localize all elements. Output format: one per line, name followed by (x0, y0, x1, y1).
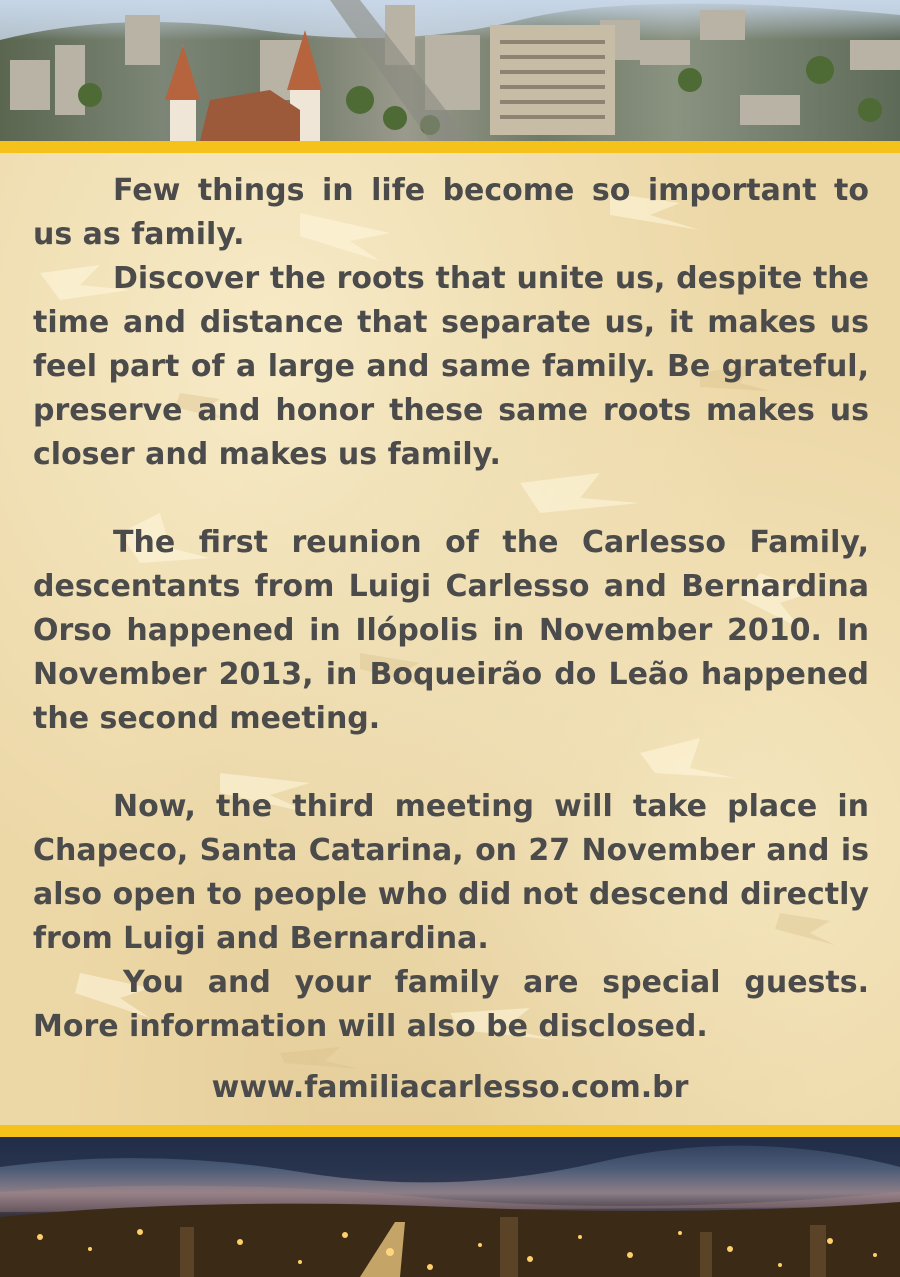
night-city-graphic (0, 1137, 900, 1277)
city-night-lights-photo (0, 1137, 900, 1277)
website-link[interactable]: www.familiacarlesso.com.br (211, 1070, 689, 1105)
paragraph-roots: Discover the roots that unite us, despite the time and distance that separate us, it makes us feel part of a large and same family. Be grateful, preserve and honor these same roots makes us closer and makes us family. (33, 261, 869, 472)
paragraph-special-guests: You and your family are special guests. More information will also be disclosed. (33, 965, 869, 1044)
paragraph-third-meeting: Now, the third meeting will take place in Chapeco, Santa Catarina, on 27 November and is also open to people who did not descend directly from Luigi and Bernardina. (33, 789, 869, 956)
paragraph-first-reunion: The first reunion of the Carlesso Family, descentants from Luigi Carlesso and Bernardina Orso happened in Ilópolis in November 2010. In November 2013, in Boqueirão do Leão happened the second meeting. (33, 525, 869, 736)
bottom-yellow-band (0, 1125, 900, 1137)
top-yellow-band (0, 141, 900, 153)
city-skyline-graphic (0, 0, 900, 141)
aerial-city-daytime-photo (0, 0, 900, 141)
paragraph-intro: Few things in life become so important to us as family. (33, 173, 869, 252)
body-text (33, 169, 869, 1049)
